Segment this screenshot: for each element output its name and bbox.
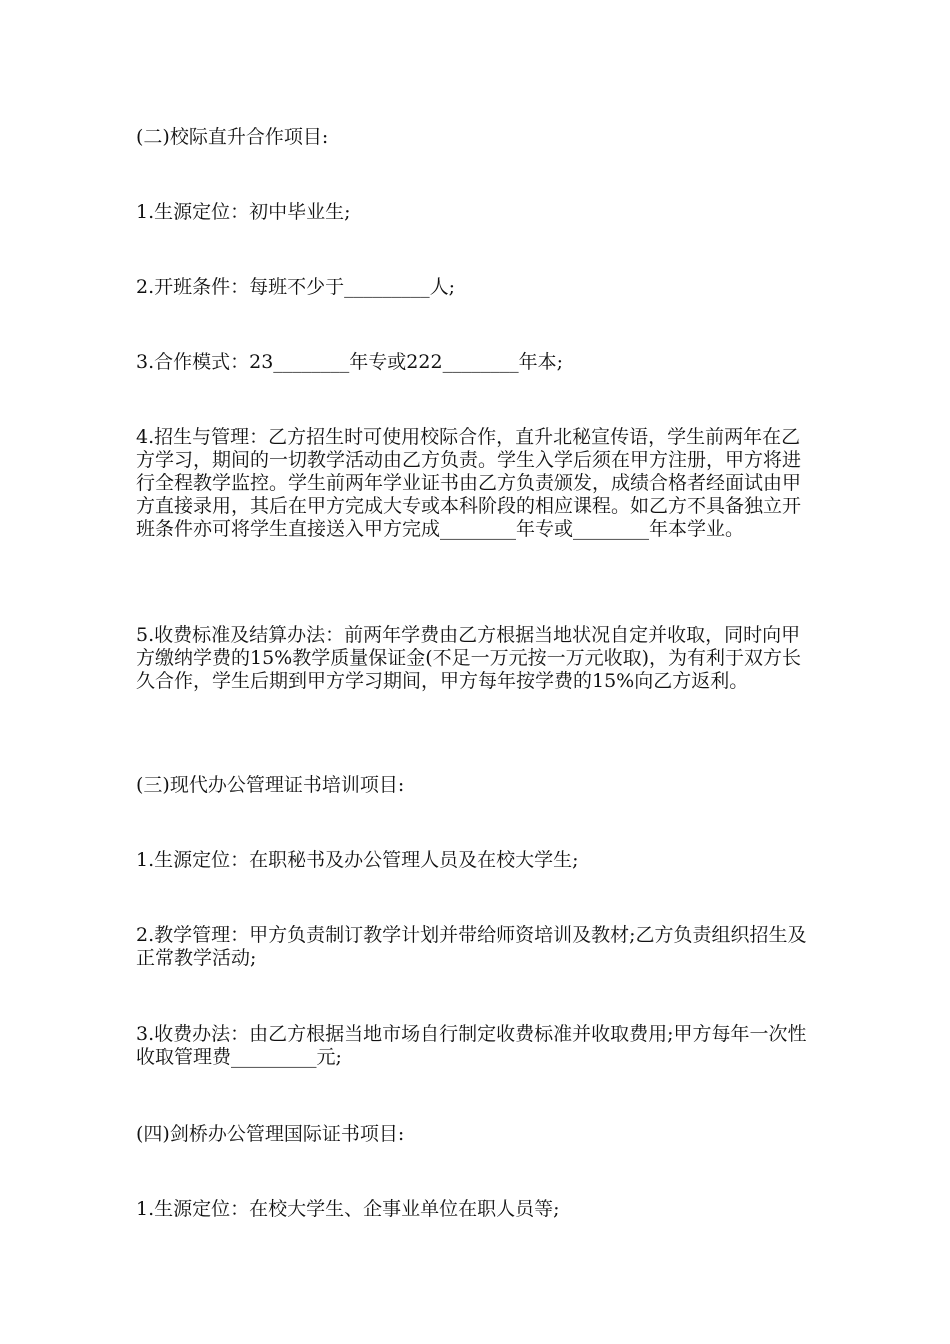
item-source-positioning: 1.生源定位：初中毕业生;	[136, 201, 351, 223]
item-teaching-management: 2.教学管理：甲方负责制订教学计划并带给师资培训及教材;乙方负责组织招生及正常教学活动;	[136, 924, 807, 969]
section-heading-cambridge: (四)剑桥办公管理国际证书项目:	[136, 1123, 405, 1145]
item-fee-method: 3.收费办法：由乙方根据当地市场自行制定收费标准并收取费用;甲方每年一次性收取管理费_________元;	[136, 1023, 807, 1068]
item-source-positioning-office: 1.生源定位：在职秘书及办公管理人员及在校大学生;	[136, 849, 579, 871]
item-class-condition: 2.开班条件：每班不少于_________人;	[136, 276, 456, 298]
section-heading-school-direct: (二)校际直升合作项目:	[136, 126, 329, 148]
item-enrollment-management: 4.招生与管理：乙方招生时可使用校际合作，直升北秘宣传语，学生前两年在乙方学习，期间的一切教学活动由乙方负责。学生入学后须在甲方注册，甲方将进行全程教学监控。学生前两年学业证书由乙方负责颁发，成绩合格者经面试由甲方直接录用，其后在甲方完成大专或本科阶段的相应课程。如乙方不具备独立开班条件亦可将学生直接送入甲方完成________年专或________年本学业。	[136, 426, 802, 540]
section-heading-modern-office: (三)现代办公管理证书培训项目:	[136, 774, 405, 796]
item-source-positioning-cambridge: 1.生源定位：在校大学生、企事业单位在职人员等;	[136, 1198, 560, 1220]
item-cooperation-mode: 3.合作模式：23________年专或222________年本;	[136, 351, 563, 373]
item-fees-settlement: 5.收费标准及结算办法：前两年学费由乙方根据当地状况自定并收取，同时向甲方缴纳学费的15%教学质量保证金(不足一万元按一万元收取)，为有利于双方长久合作，学生后期到甲方学习期间，甲方每年按学费的15%向乙方返利。	[136, 624, 802, 692]
